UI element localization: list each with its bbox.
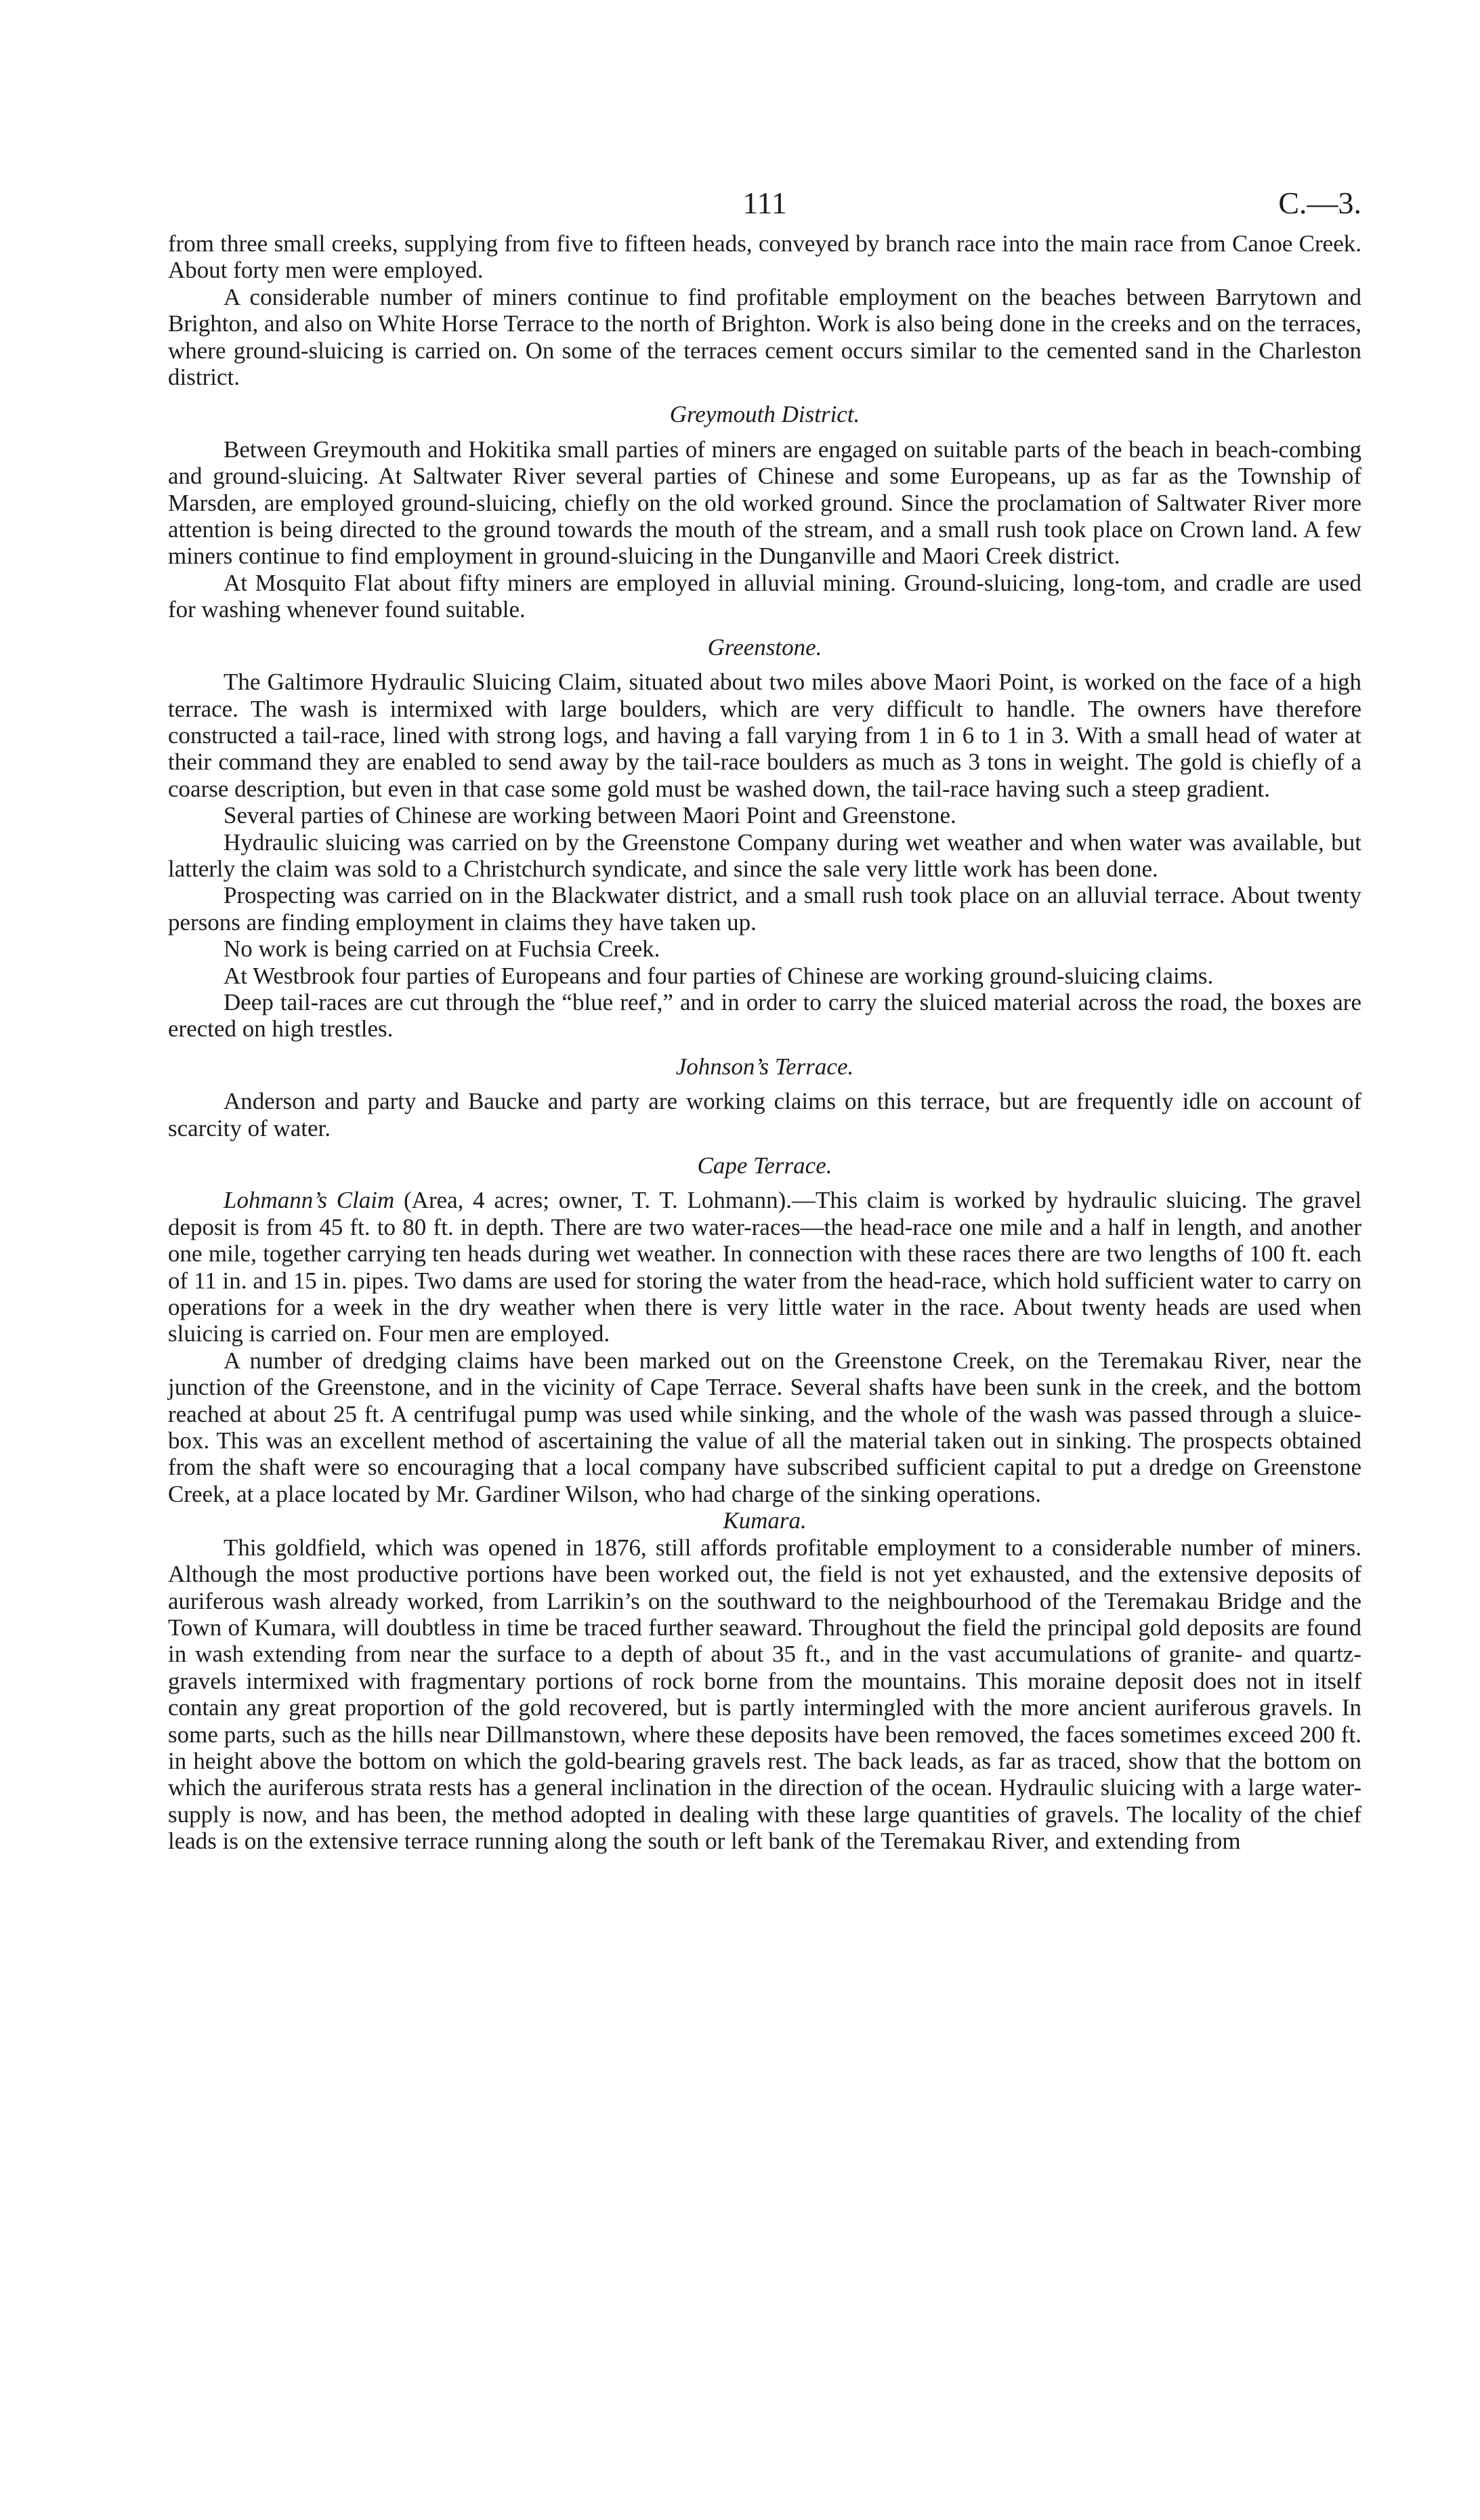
- page-number: 111: [742, 186, 787, 220]
- page-header: [168, 183, 1361, 230]
- paragraph: from three small creeks, supplying from five to fifteen heads, conveyed by branch race into the main race from Canoe Creek. About forty men were employed.: [168, 230, 1361, 284]
- paragraph: The Galtimore Hydraulic Sluicing Claim, situated about two miles above Maori Point, is worked on the face of a high terrace. The wash is intermixed with large boulders, which are very difficult to handle. The owners have therefore constructed a tail-race, lined with strong logs, and having a fall varying from 1 in 6 to 1 in 3. With a small head of water at their command they are enabled to send away by the tail-race boulders as much as 3 tons in weight. The gold is chiefly of a coarse description, but even in that case some gold must be washed down, the tail-race having such a steep gradient.: [168, 669, 1361, 802]
- section-heading-greymouth: Greymouth District.: [669, 401, 860, 428]
- claim-name: Lohmann’s Claim: [224, 1187, 395, 1214]
- paragraph-lohmanns-claim: [168, 1187, 1361, 1347]
- paragraph: A number of dredging claims have been marked out on the Greenstone Creek, on the Teremakau River, near the junction of the Greenstone, and in the vicinity of Cape Terrace. Several shafts have been sunk in the creek, and the bottom reached at about 25 ft. A centrifugal pump was used while sinking, and the whole of the wash was passed through a sluice-box. This was an excellent method of ascertaining the value of all the material taken out in sinking. The prospects obtained from the shaft were so encouraging that a local company have subscribed sufficient capital to put a dredge on Greenstone Creek, at a place located by Mr. Gardiner Wilson, who had charge of the sinking operations.: [168, 1347, 1361, 1507]
- paragraph: Hydraulic sluicing was carried on by the Greenstone Company during wet weather and when water was available, but latterly the claim was sold to a Christchurch syndicate, and since the sale very little work has been done.: [168, 828, 1361, 882]
- paragraph: Several parties of Chinese are working between Maori Point and Greenstone.: [224, 802, 956, 829]
- section-heading-greenstone: Greenstone.: [707, 633, 822, 660]
- section-heading-johnsons-terrace: Johnson’s Terrace.: [675, 1053, 854, 1080]
- paragraph: At Westbrook four parties of Europeans and four parties of Chinese are working ground-sluicing claims.: [224, 962, 1214, 989]
- paragraph: This goldfield, which was opened in 1876, still affords profitable employment to a considerable number of miners. Although the most productive portions have been worked out, the field is not yet exhausted, and the extensive deposits of auriferous wash already worked, from Larrikin’s on the southward to the neighbourhood of the Teremakau Bridge and the Town of Kumara, will doubtless in time be traced further seaward. Throughout the field the principal gold deposits are found in wash extending from near the surface to a depth of about 35 ft., and in the vast accumulations of granite- and quartz-gravels intermixed with fragmentary portions of rock borne from the mountains. This moraine deposit does not in itself contain any great proportion of the gold recovered, but is partly intermingled with the more ancient auriferous gravels. In some parts, such as the hills near Dillmanstown, where these deposits have been removed, the faces sometimes exceed 200 ft. in height above the bottom on which the gold-bearing gravels rest. The back leads, as far as traced, show that the bottom on which the auriferous strata rests has a general inclination in the direction of the ocean. Hydraulic sluicing with a large water-supply is now, and has been, the method adopted in dealing with these large quantities of gravels. The locality of the chief leads is on the extensive terrace running along the south or left bank of the Teremakau River, and extending from: [168, 1534, 1361, 1855]
- paragraph: At Mosquito Flat about fifty miners are employed in alluvial mining. Ground-sluicing, long-tom, and cradle are used for washing whenever found suitable.: [168, 569, 1361, 623]
- paragraph: No work is being carried on at Fuchsia Creek.: [224, 936, 660, 963]
- paragraph: Deep tail-races are cut through the “blue reef,” and in order to carry the sluiced material across the road, the boxes are erected on high trestles.: [168, 988, 1361, 1043]
- paragraph: Anderson and party and Baucke and party are working claims on this terrace, but are frequently idle on account of scarcity of water.: [168, 1088, 1361, 1141]
- paragraph: Between Greymouth and Hokitika small parties of miners are engaged on suitable parts of the beach in beach-combing and ground-sluicing. At Saltwater River several parties of Chinese and some Europeans, up as far as the Township of Marsden, are employed ground-sluicing, chiefly on the old worked ground. Since the proclamation of Saltwater River more attention is being directed to the ground towards the mouth of the stream, and a small rush took place on Crown land. A few miners continue to find employment in ground-sluicing in the Dunganville and Maori Creek district.: [168, 436, 1361, 570]
- paragraph: A considerable number of miners continue to find profitable employment on the beaches between Barrytown and Brighton, and also on White Horse Terrace to the north of Brighton. Work is also being done in the creeks and on the terraces, where ground-sluicing is carried on. On some of the terraces cement occurs similar to the cemented sand in the Charleston district.: [168, 283, 1361, 391]
- body-text: [168, 230, 1361, 1855]
- paragraph: Prospecting was carried on in the Blackwater district, and a small rush took place on an alluvial terrace. About twenty persons are finding employment in claims they have taken up.: [168, 882, 1361, 936]
- claim-description: (Area, 4 acres; owner, T. T. Lohmann).—This claim is worked by hydraulic sluicing. The gravel deposit is from 45 ft. to 80 ft. in depth. There are two water-races—the head-race one mile and a half in length, and another one mile, together carrying ten heads during wet weather. In connection with these races there are two lengths of 100 ft. each of 11 in. and 15 in. pipes. Two dams are used for storing the water from the head-race, which hold sufficient water to carry on operations for a week in the dry weather when there is very little water in the race. About twenty heads are used when sluicing is carried on. Four men are employed.: [168, 1187, 1361, 1347]
- document-code: C.—3.: [1278, 186, 1361, 220]
- section-heading-cape-terrace: Cape Terrace.: [697, 1152, 832, 1179]
- section-heading-kumara: Kumara.: [723, 1507, 807, 1534]
- page: [168, 183, 1361, 1855]
